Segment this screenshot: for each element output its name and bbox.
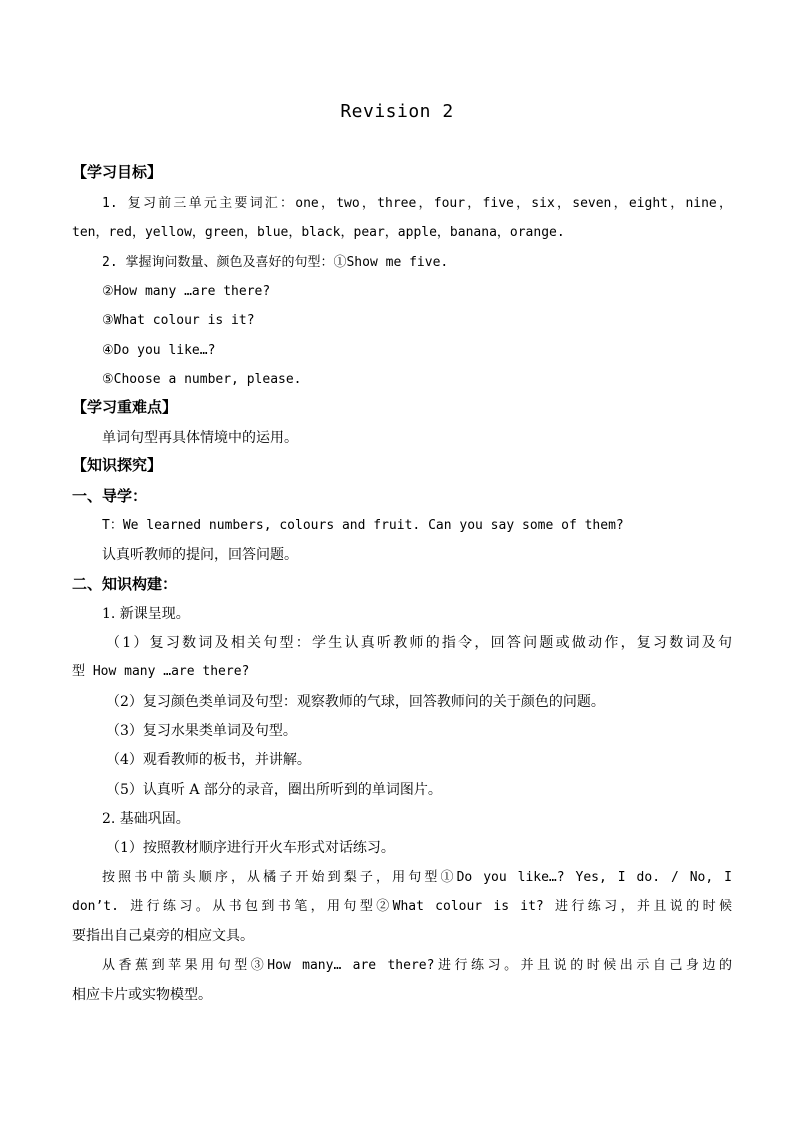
step-1-heading: 1. 新课呈现。 — [102, 606, 190, 622]
practice-paragraph-1-line-2: don’t. 进行练习。从书包到书笔，用句型②What colour is it? 进行练习，并且说的时候 — [72, 899, 732, 914]
step-1-item-a-line-1: （1）复习数词及相关句型：学生认真听教师的指令，回答问题或做动作，复习数词及句 — [106, 635, 732, 651]
page-title: Revision 2 — [340, 101, 454, 122]
step-2-heading: 2. 基础巩固。 — [102, 811, 190, 827]
part-heading-guided-learning: 一、导学： — [72, 487, 148, 505]
sentence-pattern-5: ⑤Choose a number, please. — [102, 372, 302, 387]
practice-paragraph-2-line-1: 从香蕉到苹果用句型③How many… are there?进行练习。并且说的时候出示自己身边的 — [102, 958, 732, 973]
step-1-item-e: （5）认真听 A 部分的录音，圈出所听到的单词图片。 — [106, 782, 442, 798]
practice-paragraph-1-line-1: 按照书中箭头顺序，从橘子开始到梨子，用句型①Do you like…? Yes, I do. / No, I — [102, 870, 732, 885]
goal-item-1-line-2: ten，red，yellow，green，blue，black，pear，apple，banana，orange. — [72, 225, 565, 240]
step-2-item-a: （1）按照教材顺序进行开火车形式对话练习。 — [106, 840, 395, 856]
step-1-item-b: （2）复习颜色类单词及句型：观察教师的气球，回答教师问的关于颜色的问题。 — [106, 694, 605, 710]
sentence-pattern-3: ③What colour is it? — [102, 313, 255, 328]
goal-item-1-line-1: 1. 复习前三单元主要词汇：one，two，three，four，five，six，seven，eight，nine， — [102, 196, 732, 211]
guided-learning-student-line: 认真听教师的提问，回答问题。 — [102, 547, 298, 563]
sentence-pattern-4: ④Do you like…? — [102, 343, 216, 358]
sentence-pattern-2: ②How many …are there? — [102, 284, 271, 299]
practice-paragraph-1-line-3: 要指出自己桌旁的相应文具。 — [72, 928, 254, 944]
part-heading-knowledge-construction: 二、知识构建： — [72, 575, 178, 593]
key-points-text: 单词句型再具体情境中的运用。 — [102, 430, 298, 446]
guided-learning-teacher-line: T：We learned numbers, colours and fruit. Can you say some of them? — [102, 518, 624, 533]
step-1-item-a-line-2: 型 How many …are there? — [72, 664, 250, 679]
goal-item-2: 2. 掌握询问数量、颜色及喜好的句型：①Show me five. — [102, 255, 449, 270]
step-1-item-d: （4）观看教师的板书，并讲解。 — [106, 752, 311, 768]
section-heading-key-points: 【学习重难点】 — [72, 398, 178, 416]
practice-paragraph-2-line-2: 相应卡片或实物模型。 — [72, 987, 212, 1003]
section-heading-knowledge-exploration: 【知识探究】 — [72, 456, 163, 474]
step-1-item-c: （3）复习水果类单词及句型。 — [106, 723, 297, 739]
section-heading-learning-goals: 【学习目标】 — [72, 163, 163, 181]
